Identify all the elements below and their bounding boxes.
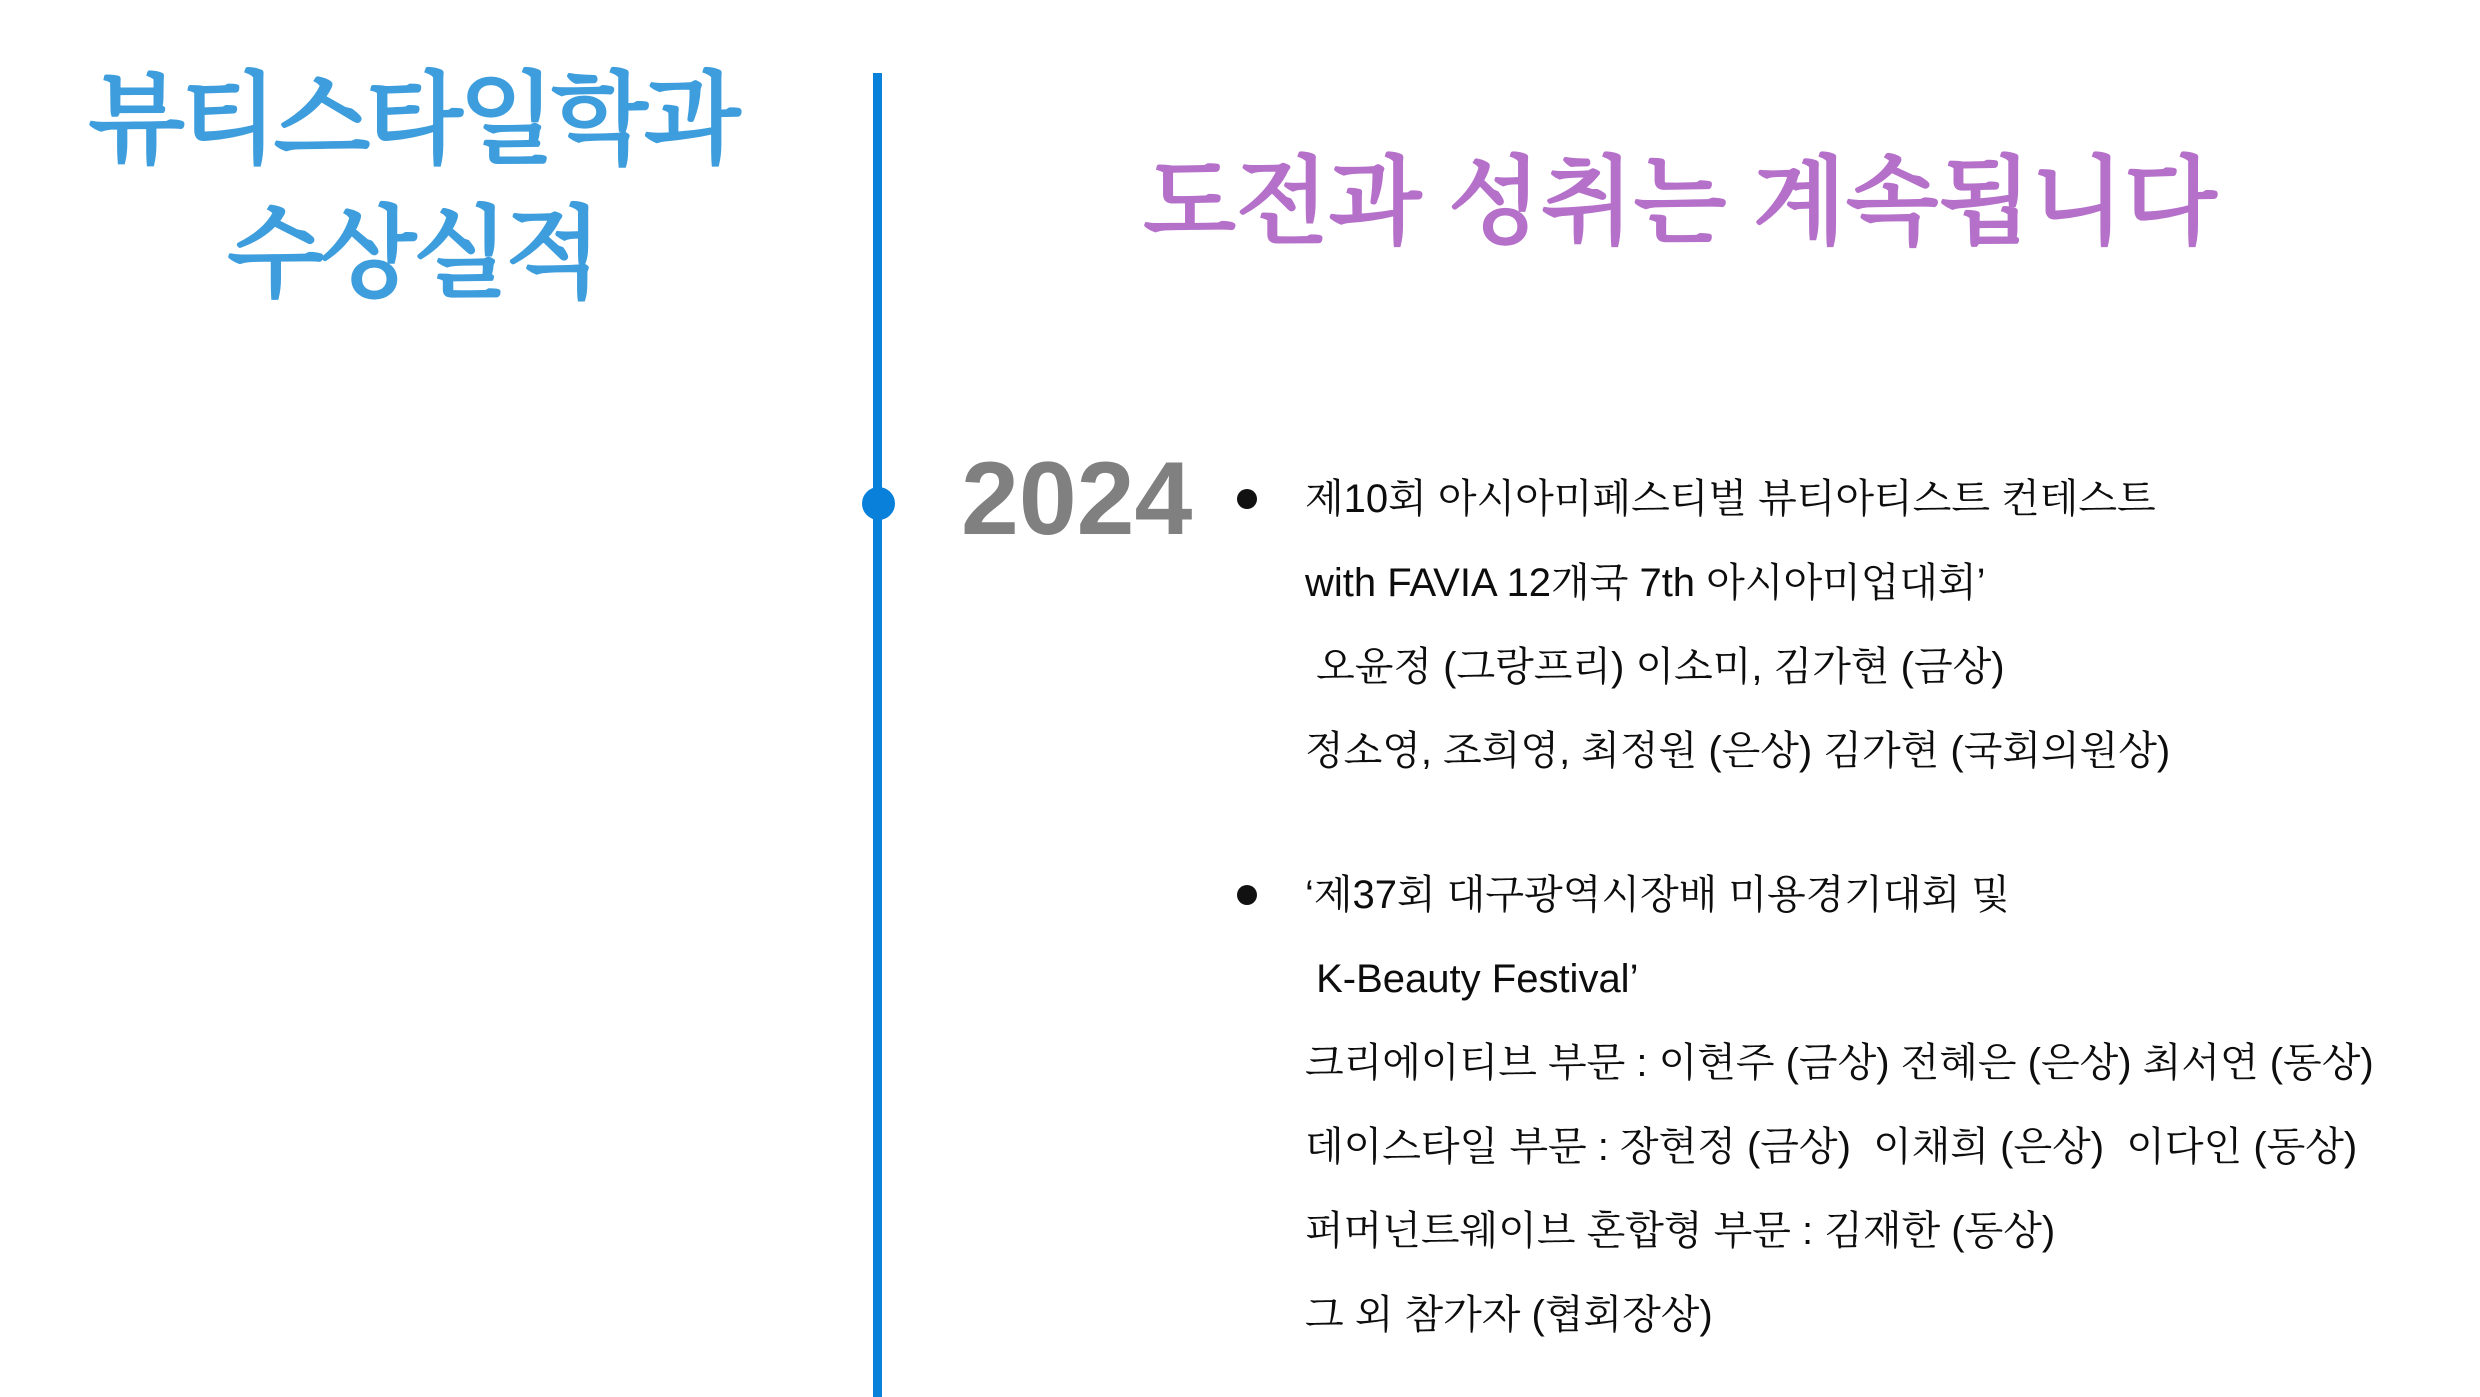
- award-group-1: [1237, 457, 2170, 793]
- bullet-icon: [1237, 885, 1257, 905]
- award-line: 제10회 아시아미페스티벌 뷰티아티스트 컨테스트: [1305, 477, 2156, 521]
- award-group-2-lines: [1305, 853, 2374, 1357]
- department-title-line1: 뷰티스타일학과: [88, 64, 737, 176]
- award-line: with FAVIA 12개국 7th 아시아미업대회’: [1305, 561, 1986, 605]
- department-title: [60, 53, 765, 321]
- award-line: 그 외 참가자 (협회장상): [1305, 1293, 1713, 1337]
- award-line: 정소영, 조희영, 최정원 (은상) 김가현 (국회의원상): [1305, 729, 2171, 773]
- timeline-year-label: 2024: [961, 441, 1193, 557]
- timeline-line: [873, 73, 882, 1397]
- award-line: 오윤정 (그랑프리) 이소미, 김가현 (금상): [1305, 645, 2005, 689]
- department-title-line2: 수상실적: [227, 198, 598, 310]
- bullet-icon: [1237, 489, 1257, 509]
- award-group-2: [1237, 853, 2374, 1357]
- award-line: 크리에이티브 부문 : 이현주 (금상) 전혜은 (은상) 최서연 (동상): [1305, 1041, 2374, 1085]
- award-line: ‘제37회 대구광역시장배 미용경기대회 및: [1305, 873, 2010, 917]
- award-line: 데이스타일 부문 : 장현정 (금상) 이채희 (은상) 이다인 (동상): [1305, 1125, 2358, 1169]
- timeline-dot-icon: [862, 487, 895, 520]
- award-line: K-Beauty Festival’: [1305, 957, 1639, 1001]
- headline: 도전과 성취는 계속됩니다: [1143, 149, 2217, 256]
- award-line: 퍼머넌트웨이브 혼합형 부문 : 김재한 (동상): [1305, 1209, 2056, 1253]
- award-group-1-lines: [1305, 457, 2170, 793]
